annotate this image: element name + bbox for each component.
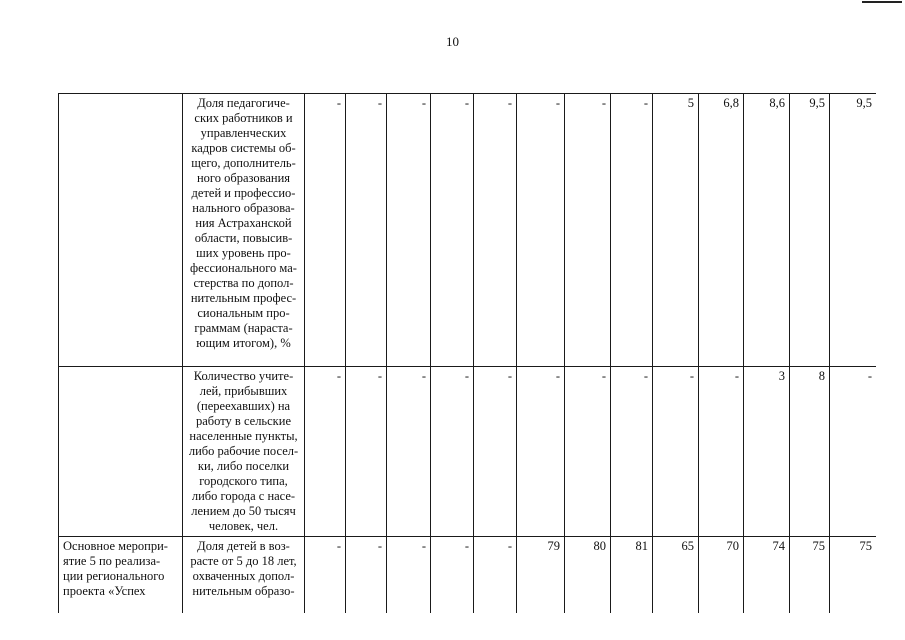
- value-cell: -: [387, 537, 431, 614]
- value-cell: -: [474, 367, 517, 537]
- value-cell: -: [346, 537, 387, 614]
- table-row: [59, 367, 877, 537]
- value-cell: 8,6: [744, 94, 790, 367]
- measure-cell: Основное меропри-ятие 5 по реализа-ции регионального проекта «Успех: [59, 537, 183, 614]
- value-cell: 6,8: [699, 94, 744, 367]
- value-cell: -: [305, 367, 346, 537]
- value-cell: 80: [565, 537, 611, 614]
- measure-cell: [59, 367, 183, 537]
- value-cell: -: [346, 94, 387, 367]
- value-cell: -: [474, 537, 517, 614]
- value-cell: -: [517, 367, 565, 537]
- value-cell: 3: [744, 367, 790, 537]
- value-cell: 9,5: [830, 94, 877, 367]
- value-cell: 8: [790, 367, 830, 537]
- value-cell: 75: [790, 537, 830, 614]
- table-row: [59, 537, 877, 614]
- value-cell: -: [699, 367, 744, 537]
- value-cell: 65: [653, 537, 699, 614]
- value-cell: -: [830, 367, 877, 537]
- measure-cell: [59, 94, 183, 367]
- value-cell: -: [431, 537, 474, 614]
- page-number: 10: [446, 34, 459, 49]
- indicator-cell: Количество учите-лей, прибывших (переехавших) на работу в сельские населенные пункты, либо рабочие посел-ки, либо поселки городского типа, либо города с насе-лением до 50 тысяч человек, чел.: [183, 367, 305, 537]
- value-cell: -: [611, 367, 653, 537]
- value-cell: 79: [517, 537, 565, 614]
- value-cell: -: [305, 537, 346, 614]
- value-cell: 70: [699, 537, 744, 614]
- value-cell: -: [653, 367, 699, 537]
- value-cell: -: [517, 94, 565, 367]
- value-cell: 75: [830, 537, 877, 614]
- value-cell: 9,5: [790, 94, 830, 367]
- value-cell: -: [431, 94, 474, 367]
- value-cell: -: [387, 94, 431, 367]
- indicators-table-wrapper: [58, 93, 876, 613]
- value-cell: 81: [611, 537, 653, 614]
- value-cell: -: [565, 94, 611, 367]
- value-cell: -: [305, 94, 346, 367]
- table-row: [59, 94, 877, 367]
- indicator-cell: Доля педагогиче-ских работников и управленческих кадров системы об-щего, дополнитель-ного образования детей и профессио-нального образова-ния Астраханской области, повысив-ших уровень про-фессионального ма-стерства по допол-нительным профес-сиональным про-граммам (нараста-ющим итогом), %: [183, 94, 305, 367]
- value-cell: 5: [653, 94, 699, 367]
- value-cell: -: [387, 367, 431, 537]
- value-cell: -: [565, 367, 611, 537]
- value-cell: -: [474, 94, 517, 367]
- value-cell: -: [346, 367, 387, 537]
- value-cell: -: [611, 94, 653, 367]
- value-cell: -: [431, 367, 474, 537]
- indicator-cell: Доля детей в воз-расте от 5 до 18 лет, охваченных допол-нительным образо-: [183, 537, 305, 614]
- indicators-table: [58, 93, 876, 613]
- corner-scan-mark: [862, 1, 902, 3]
- value-cell: 74: [744, 537, 790, 614]
